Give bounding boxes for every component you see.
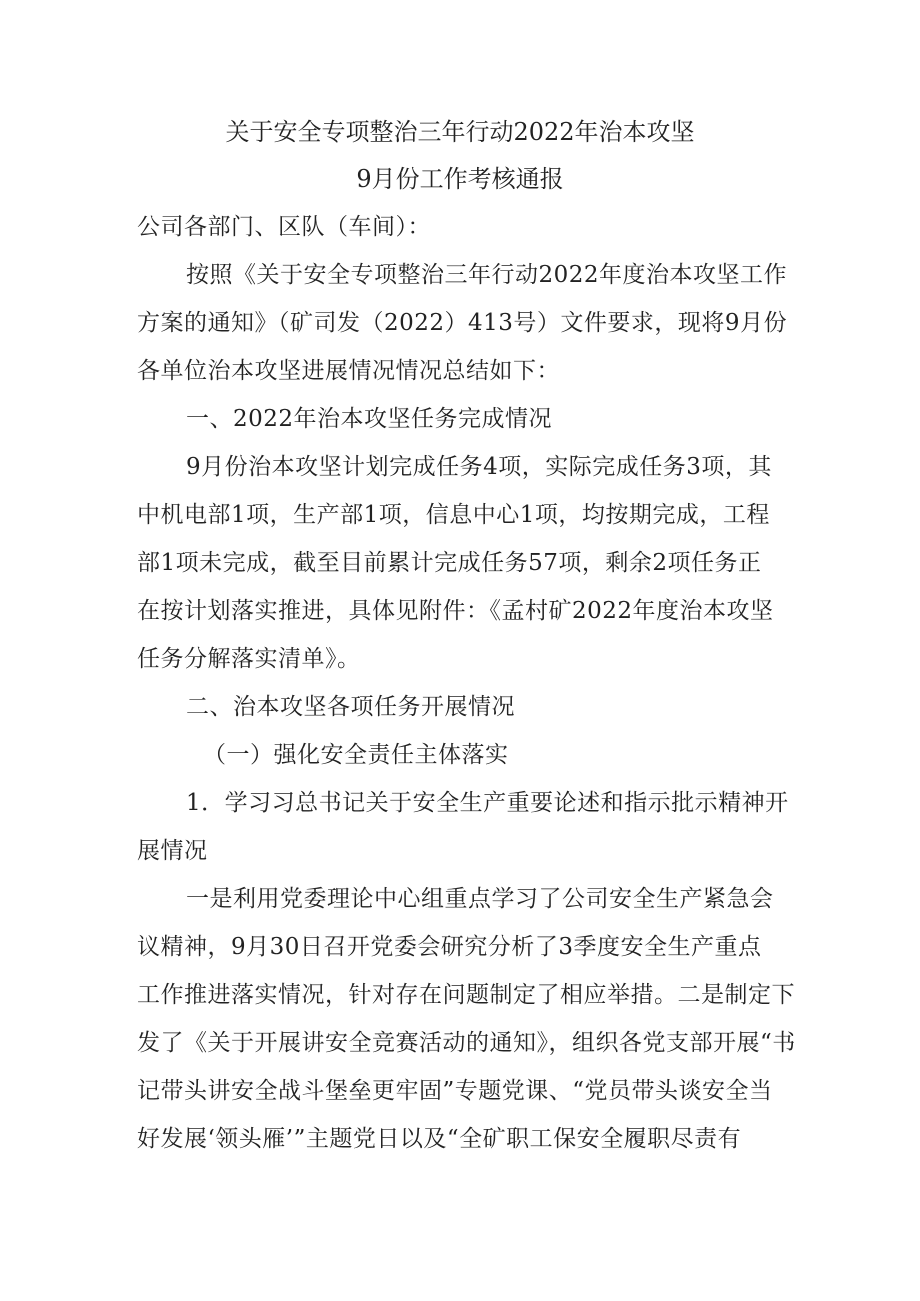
intro-line-1: 按照《关于安全专项整治三年行动2022年度治本攻坚工作 xyxy=(186,262,788,288)
section-1-body-line-1: 9月份治本攻坚计划完成任务4项，实际完成任务3项，其 xyxy=(186,454,772,480)
item-1-heading-line-1: 1．学习习总书记关于安全生产重要论述和指示批示精神开 xyxy=(186,790,789,816)
section-1-heading: 一、2022年治本攻坚任务完成情况 xyxy=(186,406,553,432)
item-1-body-line-6: 好发展‘领头雁’”主题党日以及“全矿职工保安全履职尽责有 xyxy=(137,1126,742,1152)
item-1-body-line-5: 记带头讲安全战斗堡垒更牢固”专题党课、“党员带头谈安全当 xyxy=(137,1078,773,1104)
intro-line-2: 方案的通知》（矿司发（2022）413号）文件要求，现将9月份 xyxy=(137,310,788,336)
item-1-heading-line-2: 展情况 xyxy=(137,838,208,864)
document-title-line-1: 关于安全专项整治三年行动2022年治本攻坚 xyxy=(225,118,695,146)
section-1-body-line-5: 任务分解落实清单》。 xyxy=(137,646,361,672)
subsection-1-heading: （一）强化安全责任主体落实 xyxy=(203,742,509,768)
item-1-body-line-4: 发了《关于开展讲安全竞赛活动的通知》，组织各党支部开展“书 xyxy=(137,1030,796,1056)
salutation: 公司各部门、区队（车间）： xyxy=(137,214,431,240)
intro-line-3: 各单位治本攻坚进展情况情况总结如下： xyxy=(137,358,560,384)
section-1-body-line-3: 部1项未完成，截至目前累计完成任务57项，剩余2项任务正 xyxy=(137,550,762,576)
item-1-body-line-2: 议精神，9月30日召开党委会研究分析了3季度安全生产重点 xyxy=(137,934,762,960)
section-2-heading: 二、治本攻坚各项任务开展情况 xyxy=(186,694,515,720)
section-1-body-line-4: 在按计划落实推进，具体见附件：《孟村矿2022年度治本攻坚 xyxy=(137,598,774,624)
item-1-body-line-3: 工作推进落实情况，针对存在问题制定了相应举措。二是制定下 xyxy=(137,982,795,1008)
section-1-body-line-2: 中机电部1项，生产部1项，信息中心1项，均按期完成，工程 xyxy=(137,502,770,528)
item-1-body-line-1: 一是利用党委理论中心组重点学习了公司安全生产紧急会 xyxy=(186,886,774,912)
document-title-line-2: 9月份工作考核通报 xyxy=(356,165,564,193)
